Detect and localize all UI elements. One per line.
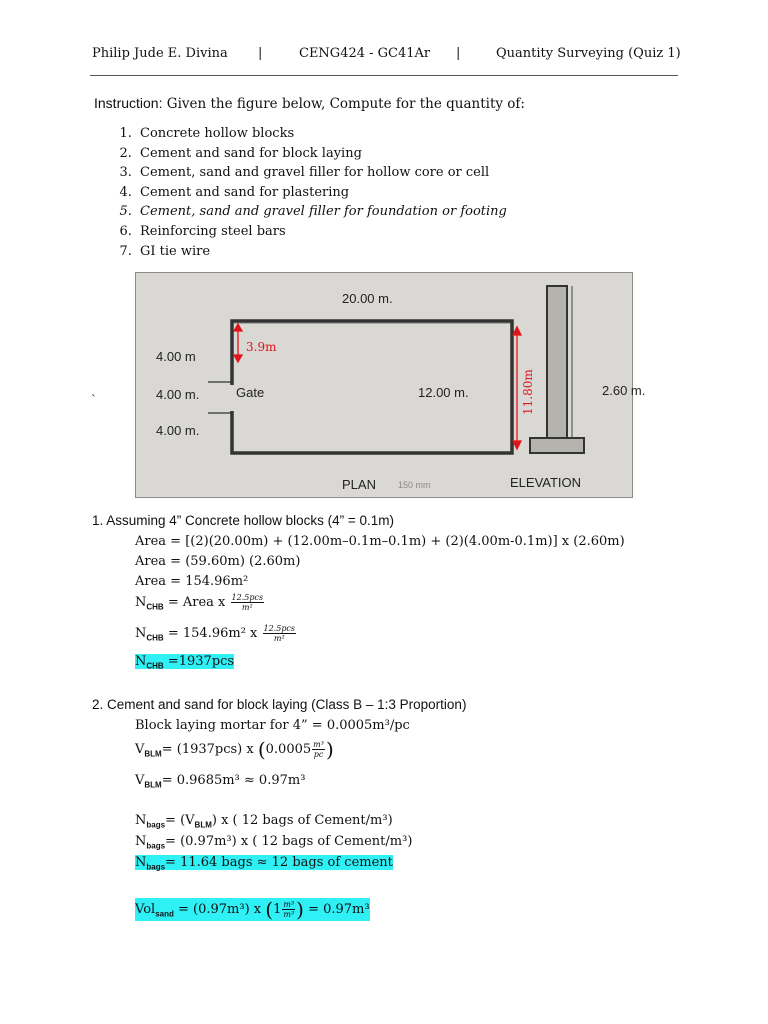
height-dimension-label: 2.60 m. <box>602 383 646 398</box>
sand-volume-result <box>135 898 370 921</box>
vblm-formula-1 <box>135 737 334 762</box>
rate-denominator: m² <box>241 603 253 612</box>
nbags-formula-2 <box>135 834 412 851</box>
mortar-denominator: pc <box>313 750 324 759</box>
left-dimension-2: 4.00 m. <box>156 387 200 402</box>
n-symbol: N <box>135 595 147 610</box>
mortar-numerator: m³ <box>313 740 324 749</box>
header-divider <box>90 75 678 76</box>
mortar-fraction <box>312 740 325 759</box>
vol-fraction <box>282 900 295 919</box>
n1-left: = Area x <box>163 595 230 610</box>
v1-left: = (1937pcs) x <box>161 742 258 757</box>
top-dimension-label: 20.00 m. <box>342 291 393 306</box>
instruction <box>94 95 525 112</box>
nchb-result-value: =1937pcs <box>163 654 235 669</box>
n-symbol: N <box>135 654 147 669</box>
nchb-result <box>135 654 234 671</box>
vblm-subscript: BLM <box>194 820 212 830</box>
nbags-result-value: = 11.64 bags ≈ 12 bags of cement <box>165 855 393 870</box>
list-item: 2. Cement and sand for block laying <box>136 144 507 164</box>
nbags-symbol: N <box>135 834 147 849</box>
plan-elevation-figure <box>135 272 646 498</box>
list-item: 3. Cement, sand and gravel filler for hollow core or cell <box>136 163 507 183</box>
vblm-formula-2 <box>135 773 305 790</box>
gate-label: Gate <box>236 385 265 400</box>
header-separator: | <box>456 46 461 61</box>
gate-markers <box>208 382 232 413</box>
v1-inner: 0.0005 <box>265 742 312 757</box>
document-title: Quantity Surveying (Quiz 1) <box>496 46 681 61</box>
area-line-2: Area = (59.60m) (2.60m) <box>135 554 301 569</box>
paren-open: ( <box>265 897 274 922</box>
nbags-formula-1 <box>135 813 393 830</box>
section-2-heading: 2. Cement and sand for block laying (Class B – 1:3 Proportion) <box>92 697 467 712</box>
nbags-2-value: = (0.97m³) x ( 12 bags of Cement/m³) <box>165 834 413 849</box>
course-code: CENG424 - GC41Ar <box>299 46 431 61</box>
vol-symbol: Vol <box>135 902 156 917</box>
quantity-list <box>110 124 507 261</box>
vol-left: = (0.97m³) x <box>173 902 266 917</box>
n-symbol: N <box>135 626 147 641</box>
nchb-result-highlight <box>135 654 234 669</box>
nbags-subscript: bags <box>146 841 166 851</box>
nbags-1-start: = (V <box>165 813 195 828</box>
vol-inner: 1 <box>273 902 282 917</box>
inner-dimension-label: 12.00 m. <box>418 385 469 400</box>
vol-end: = 0.97m³ <box>303 902 370 917</box>
left-dimension-3: 4.00 m. <box>156 423 200 438</box>
author-name: Philip Jude E. Divina <box>92 46 228 61</box>
nchb-formula-1 <box>135 593 265 612</box>
area-line-1: Area = [(2)(20.00m) + (12.00m–0.1m–0.1m) + (2)(4.00m-0.1m)] x (2.60m) <box>135 534 625 549</box>
rate-denominator: m² <box>273 634 285 643</box>
mortar-rate-line: Block laying mortar for 4” = 0.0005m³/pc <box>135 718 410 733</box>
left-dimension-1: 4.00 m <box>156 349 196 364</box>
instruction-label: Instruction: <box>94 95 163 111</box>
list-item: 1. Concrete hollow blocks <box>136 124 507 144</box>
nbags-symbol: N <box>135 813 147 828</box>
v-subscript: BLM <box>144 749 162 759</box>
list-item: 4. Cement and sand for plastering <box>136 183 507 203</box>
n2-left: = 154.96m² x <box>163 626 262 641</box>
paren-open: ( <box>257 737 266 762</box>
v-symbol: V <box>135 742 145 757</box>
vol-subscript: sand <box>155 909 174 919</box>
sand-volume-highlight <box>135 898 370 921</box>
area-line-3: Area = 154.96m² <box>135 574 249 589</box>
v-subscript: BLM <box>144 780 162 790</box>
red-dimension-3-9 <box>234 324 242 362</box>
instruction-text: Given the figure below, Compute for the quantity of: <box>166 96 525 112</box>
nbags-subscript: bags <box>146 862 166 872</box>
v2-value: = 0.9685m³ ≈ 0.97m³ <box>161 773 306 788</box>
header-separator: | <box>258 46 263 61</box>
n-subscript: CHB <box>146 602 164 612</box>
n-subscript: CHB <box>146 633 164 643</box>
nbags-1-end: ) x ( 12 bags of Cement/m³) <box>211 813 393 828</box>
rate-numerator: 12.5pcs <box>231 593 264 602</box>
plan-label: PLAN <box>342 477 376 492</box>
section-1-heading: 1. Assuming 4” Concrete hollow blocks (4” = 0.1m) <box>92 513 395 528</box>
rate-fraction <box>263 624 297 643</box>
list-item: 6. Reinforcing steel bars <box>136 222 507 242</box>
scribble-label: 150 mm <box>398 480 431 490</box>
list-item: 7. GI tie wire <box>136 242 507 262</box>
vol-numerator: m³ <box>283 900 295 909</box>
rate-numerator: 12.5pcs <box>263 624 296 633</box>
nbags-result-highlight <box>135 855 393 870</box>
rate-fraction <box>231 593 265 612</box>
list-item: 5. Cement, sand and gravel filler for foundation or footing <box>136 202 507 222</box>
nbags-subscript: bags <box>146 820 166 830</box>
n-subscript: CHB <box>146 661 164 671</box>
stray-tick-mark: ` <box>91 393 97 407</box>
elevation-label: ELEVATION <box>510 475 582 490</box>
nchb-formula-2 <box>135 624 297 643</box>
nbags-result <box>135 855 393 872</box>
v-symbol: V <box>135 773 145 788</box>
vol-denominator: m³ <box>283 910 295 919</box>
red-dim-11-80-label: 11.80m <box>521 369 535 415</box>
red-dim-3-9-label: 3.9m <box>246 340 277 354</box>
nbags-symbol: N <box>135 855 147 870</box>
paren-close: ) <box>325 737 334 762</box>
red-dimension-11-80 <box>513 327 521 449</box>
elevation-drawing <box>530 286 584 453</box>
paren-close: ) <box>296 897 304 922</box>
